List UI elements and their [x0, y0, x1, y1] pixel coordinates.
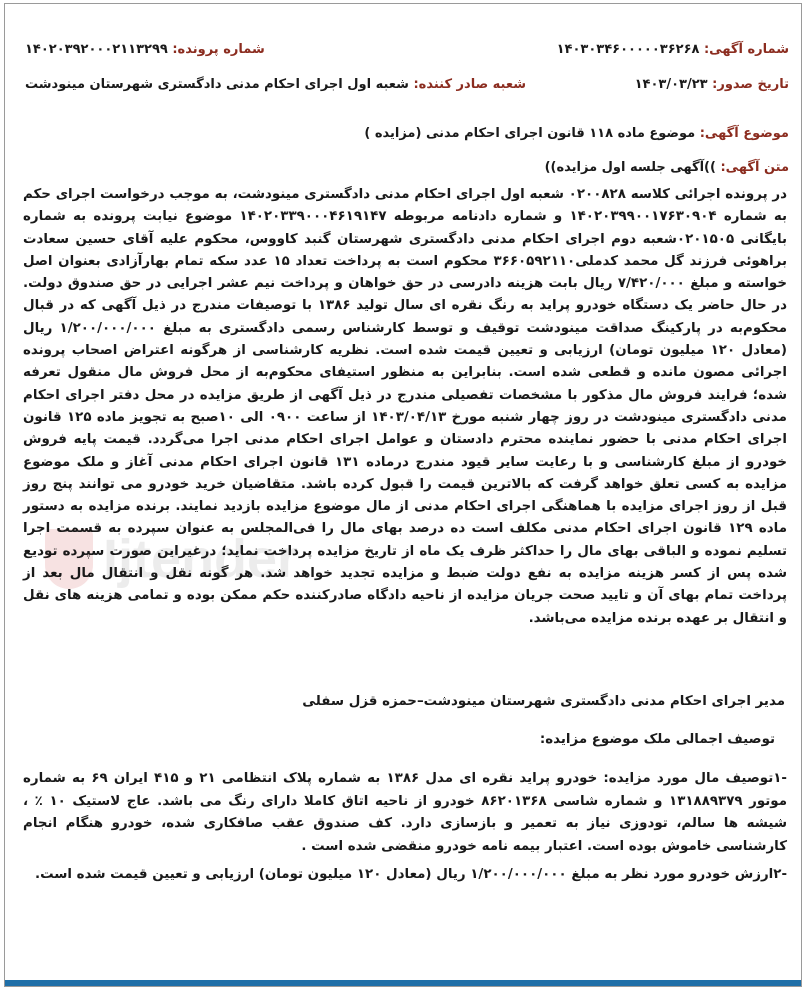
- watermark-text: Ijtender: [103, 529, 299, 589]
- case-number-label: شماره پرونده:: [172, 42, 265, 57]
- text-title-line: [17, 160, 789, 175]
- ad-number-label: شماره آگهی:: [703, 42, 789, 57]
- issuer: شعبه اول اجرای احکام مدنی دادگستری شهرستان مینودشت: [25, 77, 409, 92]
- signature-line: مدیر اجرای احکام مدنی دادگستری شهرستان مینودشت–حمزه قزل سفلی: [302, 694, 785, 709]
- subject: موضوع ماده ۱۱۸ قانون اجرای احکام مدنی (مزایده ): [364, 126, 696, 141]
- ad-number-group: [557, 42, 789, 57]
- issuer-group: [25, 77, 526, 92]
- issue-date: ۱۴۰۳/۰۳/۲۳: [634, 77, 708, 92]
- list-item: -۱توصیف مال مورد مزایده: خودرو پراید نقره ای مدل ۱۳۸۶ به شماره پلاک انتظامی ۲۱ و ۴۱۵ ایران ۶۹ به شماره موتور ۱۳۱۸۸۹۳۷۹ و شماره شاسی ۸۶۲۰۱۳۶۸ خودرو از ناحیه اتاق کاملا دارای رنگ می باشد. عاج لاستیک ۱۰ ٪ ، شیشه ها سالم، تودوزی نیاز به تعمیر و بازسازی دارد. کف صندوق عقب صافکاری شده، خودرو هنگام انجام کارشناسی خاموش بوده است. اعتبار بیمه نامه خودرو منقضی شده است .: [23, 771, 787, 854]
- footer-bar: [5, 980, 801, 986]
- notice-page: [4, 3, 802, 987]
- description-title: توصیف اجمالی ملک موضوع مزایده:: [539, 732, 775, 747]
- issuer-label: شعبه صادر کننده:: [413, 77, 526, 92]
- description-items: [23, 768, 787, 893]
- subject-label: موضوع آگهی:: [699, 126, 789, 141]
- text-title: ))آگهی جلسه اول مزایده)): [544, 160, 716, 175]
- case-number-group: [25, 42, 265, 57]
- issue-date-group: [635, 77, 789, 92]
- issue-date-label: تاریخ صدور:: [712, 77, 789, 92]
- header-row-numbers: [25, 42, 789, 57]
- ad-number: ۱۴۰۳۰۳۴۶۰۰۰۰۰۳۶۲۶۸: [556, 42, 700, 57]
- body-paragraph: در پرونده اجرائی کلاسه ۰۲۰۰۸۲۸ شعبه اول اجرای احکام مدنی دادگستری مینودشت، به موجب درخواست اجرای حکم به شماره ۱۴۰۲۰۳۹۹۰۰۱۷۶۳۰۹۰۴ و شماره دادنامه مربوطه ۱۴۰۲۰۳۳۹۰۰۰۴۶۱۹۱۴۷ موضوع نیابت پرونده به شماره بایگانی ۰۲۰۱۵۰۵شعبه دوم اجرای احکام مدنی دادگستری شهرستان گنبد کاووس، محکوم علیه آقای حسین سعادت براهوئی فرزند گل محمد کدملی۳۶۶۰۵۹۲۱۱۰ محکوم است به پرداخت تعداد ۱۵ عدد سکه تمام بهارآزادی بعنوان اصل خواسته و مبلغ ۷/۴۲۰/۰۰۰ ریال بابت هزینه دادرسی در حق خواهان و پرداخت نیم عشر اجرایی در حق صندوق دولت. در حال حاضر یک دستگاه خودرو پراید به رنگ نقره ای سال تولید ۱۳۸۶ با توصیفات مندرج در ذیل آگهی که در قبال محکوم‌به در پارکینگ صداقت مینودشت توقیف و توسط کارشناس رسمی دادگستری به مبلغ ۱/۲۰۰/۰۰۰/۰۰۰ ریال (معادل ۱۲۰ میلیون تومان) ارزیابی و تعیین قیمت شده است. نظریه کارشناسی از هرگونه اعتراض اصحاب پرونده اجرائی مصون مانده و قطعی شده است. بنابراین به منظور استیفای محکوم‌به از محل فروش مال منقول تعرفه شده؛ فرایند فروش مال مذکور با مشخصات تفصیلی مندرج در ذیل آگهی از طریق مزایده در محل دفتر اجرای احکام مدنی دادگستری مینودشت در روز چهار شنبه مورخ ۱۴۰۳/۰۴/۱۳ از ساعت ۰۹۰۰ الی ۱۰صبح به تجویز ماده ۱۲۵ قانون اجرای احکام مدنی با حضور نماینده محترم دادستان و عوامل اجرای احکام مدنی اجرا می‌گردد. قیمت پایه فروش خودرو از مبلغ کارشناسی و با رعایت سایر قیود مندرج درماده ۱۳۱ قانون اجرای احکام مدنی آغاز و ملک موضوع مزایده به کسی تعلق خواهد گرفت که بالاترین قیمت را قبول کرده باشد. متقاضیان خرید خودرو می توانند پنج روز قبل از روز اجرای مزایده با هماهنگی اجرای احکام مدنی از مال موضوع مزایده بازدید نمایند. برنده مزایده به دستور ماده ۱۲۹ قانون اجرای احکام مدنی مکلف است ده درصد بهای مال را فی‌المجلس به عنوان سپرده به قسمت اجرا تسلیم نموده و الباقی بهای مال را حداکثر ظرف یک ماه از تاریخ مزایده پرداخت نماید؛ درغیراین صورت سپرده تودیع شده پس از کسر هزینه مزایده به نفع دولت ضبط و مزایده تجدید خواهد شد. هر گونه نقل و انتقال مال بعد از پرداخت تمام بهای آن و تایید صحت جریان مزایده از ناحیه دادگاه صادرکننده حکم ممکن بوده و تمامی هزینه های نقل و انتقال بر عهده برنده مزایده می‌باشد.: [23, 187, 788, 626]
- text-label: متن آگهی:: [720, 160, 789, 175]
- subject-line: [17, 126, 789, 141]
- notice-body: [23, 184, 787, 630]
- list-item: -۲ارزش خودرو مورد نظر به مبلغ ۱/۲۰۰/۰۰۰/۰۰۰ ریال (معادل ۱۲۰ میلیون تومان) ارزیابی و تعیین قیمت شده است.: [35, 867, 787, 882]
- header-row-date: [25, 77, 789, 92]
- case-number: ۱۴۰۲۰۳۹۲۰۰۰۲۱۱۳۲۹۹: [25, 42, 168, 57]
